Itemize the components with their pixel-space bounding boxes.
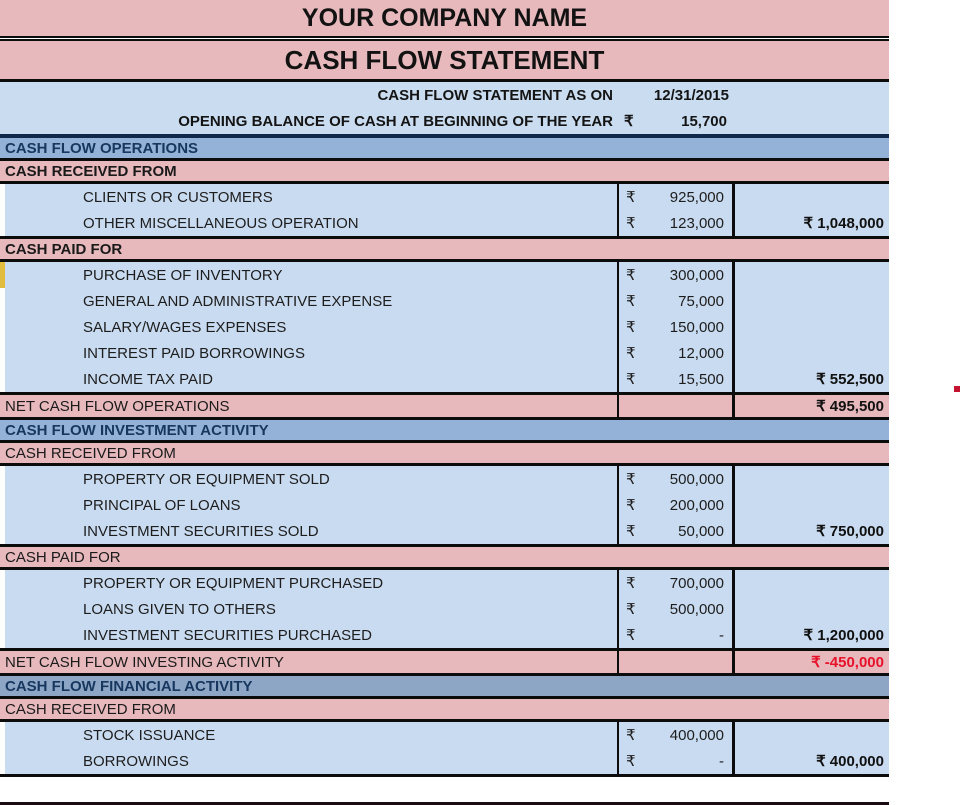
net-total-cell[interactable] — [735, 651, 889, 673]
line-item-amount: 12,000 — [678, 344, 724, 362]
net-total-value: ₹ -450,000 — [811, 654, 884, 671]
section-header-label: CASH FLOW FINANCIAL ACTIVITY — [5, 677, 253, 695]
line-item-amount: 400,000 — [669, 726, 724, 744]
line-item-row — [0, 570, 889, 596]
line-item-row — [0, 748, 889, 774]
opening-balance-label[interactable]: OPENING BALANCE OF CASH AT BEGINNING OF THE YEAR — [178, 112, 613, 130]
line-item-amount-cell[interactable] — [617, 466, 735, 492]
line-item-total-cell[interactable] — [735, 722, 889, 748]
line-item-total-cell[interactable] — [735, 288, 889, 314]
line-item-amount-cell[interactable] — [617, 314, 735, 340]
line-item-amount-cell[interactable] — [617, 366, 735, 392]
rupee-symbol: ₹ — [626, 267, 636, 284]
line-item-amount: 700,000 — [669, 574, 724, 592]
rupee-symbol: ₹ — [626, 345, 636, 362]
line-item-amount: - — [719, 752, 724, 770]
line-item-amount-cell[interactable] — [617, 722, 735, 748]
as-on-label[interactable]: CASH FLOW STATEMENT AS ON — [377, 86, 613, 104]
line-item-amount: 123,000 — [669, 214, 724, 232]
section-header-cell[interactable] — [0, 676, 889, 699]
line-item-amount-cell[interactable] — [617, 340, 735, 366]
line-item-amount: 50,000 — [678, 522, 724, 540]
line-item-total-cell[interactable] — [735, 518, 889, 544]
line-item-row — [0, 518, 889, 544]
line-item-amount-cell[interactable] — [617, 518, 735, 544]
rupee-symbol: ₹ — [626, 189, 636, 206]
line-item-row — [0, 622, 889, 648]
line-item-amount-cell[interactable] — [617, 210, 735, 236]
net-amount-cell[interactable] — [617, 651, 735, 673]
line-item-total-cell[interactable] — [735, 748, 889, 774]
line-item-amount-cell[interactable] — [617, 748, 735, 774]
net-amount-cell[interactable] — [617, 395, 735, 417]
opening-balance-cell[interactable] — [617, 112, 735, 130]
line-item-label[interactable]: PROPERTY OR EQUIPMENT SOLD — [83, 470, 330, 488]
line-item-row — [0, 210, 889, 236]
line-item-group — [0, 722, 889, 777]
rupee-symbol: ₹ — [626, 727, 636, 744]
company-name: YOUR COMPANY NAME — [301, 3, 588, 32]
line-item-amount: 150,000 — [669, 318, 724, 336]
rupee-symbol: ₹ — [626, 215, 636, 232]
line-item-amount: 200,000 — [669, 496, 724, 514]
line-item-row — [0, 492, 889, 518]
line-item-total-cell[interactable] — [735, 366, 889, 392]
line-item-amount-cell[interactable] — [617, 288, 735, 314]
section-header-cell[interactable] — [0, 420, 889, 443]
line-item-total-cell[interactable] — [735, 262, 889, 288]
line-item-label[interactable]: INVESTMENT SECURITIES SOLD — [83, 522, 319, 540]
subsection-header-label: CASH PAID FOR — [5, 548, 121, 566]
net-total-cell[interactable] — [735, 395, 889, 417]
net-total-label[interactable]: NET CASH FLOW OPERATIONS — [5, 397, 230, 415]
line-item-row — [0, 184, 889, 210]
line-item-amount: - — [719, 626, 724, 644]
line-item-row — [0, 262, 889, 288]
line-item-total: ₹ 750,000 — [816, 523, 884, 540]
line-item-amount: 75,000 — [678, 292, 724, 310]
rupee-symbol: ₹ — [626, 293, 636, 310]
line-item-total: ₹ 1,200,000 — [803, 627, 884, 644]
line-item-row — [0, 466, 889, 492]
rupee-symbol: ₹ — [626, 497, 636, 514]
line-item-total-cell[interactable] — [735, 314, 889, 340]
line-item-label[interactable]: CLIENTS OR CUSTOMERS — [83, 188, 273, 206]
line-item-amount-cell[interactable] — [617, 492, 735, 518]
line-item-total-cell[interactable] — [735, 596, 889, 622]
section-header-label: CASH FLOW INVESTMENT ACTIVITY — [5, 421, 269, 439]
line-item-label[interactable]: OTHER MISCELLANEOUS OPERATION — [83, 214, 359, 232]
subsection-header-cell[interactable] — [0, 443, 889, 466]
line-item-total-cell[interactable] — [735, 466, 889, 492]
line-item-amount-cell[interactable] — [617, 570, 735, 596]
line-item-label[interactable]: GENERAL AND ADMINISTRATIVE EXPENSE — [83, 292, 393, 310]
net-total-row — [0, 395, 889, 420]
line-item-row — [0, 366, 889, 392]
line-item-label[interactable]: LOANS GIVEN TO OTHERS — [83, 600, 276, 618]
rupee-symbol: ₹ — [626, 601, 636, 618]
line-item-label[interactable]: INTEREST PAID BORROWINGS — [83, 344, 305, 362]
statement-title-cell[interactable] — [0, 39, 889, 82]
as-on-date: 12/31/2015 — [653, 86, 729, 104]
subsection-header-cell[interactable] — [0, 699, 889, 722]
line-item-total-cell[interactable] — [735, 210, 889, 236]
line-item-total-cell[interactable] — [735, 492, 889, 518]
red-dot-artifact — [954, 386, 960, 392]
subsection-header-label: CASH PAID FOR — [5, 240, 123, 258]
line-item-amount: 15,500 — [678, 370, 724, 388]
line-item-label[interactable]: SALARY/WAGES EXPENSES — [83, 318, 287, 336]
line-item-total-cell[interactable] — [735, 622, 889, 648]
line-item-group — [0, 466, 889, 547]
line-item-amount-cell[interactable] — [617, 622, 735, 648]
opening-balance-row — [0, 108, 889, 134]
rupee-symbol: ₹ — [626, 471, 636, 488]
line-item-label[interactable]: PROPERTY OR EQUIPMENT PURCHASED — [83, 574, 384, 592]
rupee-symbol: ₹ — [624, 113, 634, 130]
subsection-header-cell[interactable] — [0, 239, 889, 262]
line-item-group — [0, 570, 889, 651]
line-item-label[interactable]: INCOME TAX PAID — [83, 370, 214, 388]
line-item-row — [0, 288, 889, 314]
line-item-total: ₹ 552,500 — [816, 371, 884, 388]
line-item-total-cell[interactable] — [735, 570, 889, 596]
line-item-total-cell[interactable] — [735, 340, 889, 366]
line-item-total-cell[interactable] — [735, 184, 889, 210]
rupee-symbol: ₹ — [626, 627, 636, 644]
company-name-cell[interactable] — [0, 0, 889, 38]
rupee-symbol: ₹ — [626, 523, 636, 540]
line-item-group — [0, 262, 889, 395]
net-total-row — [0, 651, 889, 676]
line-item-label[interactable]: STOCK ISSUANCE — [83, 726, 216, 744]
line-item-row — [0, 722, 889, 748]
net-total-value: ₹ 495,500 — [816, 398, 884, 415]
line-item-label[interactable]: PURCHASE OF INVENTORY — [83, 266, 283, 284]
as-on-row — [0, 82, 889, 108]
subsection-header-label: CASH RECEIVED FROM — [5, 162, 177, 180]
line-item-amount-cell[interactable] — [617, 596, 735, 622]
line-item-amount: 500,000 — [669, 600, 724, 618]
line-item-amount: 500,000 — [669, 470, 724, 488]
line-item-row — [0, 596, 889, 622]
line-item-total: ₹ 1,048,000 — [803, 215, 884, 232]
subsection-header-label: CASH RECEIVED FROM — [5, 444, 176, 462]
rupee-symbol: ₹ — [626, 575, 636, 592]
line-item-label[interactable]: INVESTMENT SECURITIES PURCHASED — [83, 626, 372, 644]
line-item-row — [0, 314, 889, 340]
as-on-date-cell[interactable] — [617, 87, 735, 104]
opening-balance-value: 15,700 — [681, 112, 727, 130]
subsection-header-label: CASH RECEIVED FROM — [5, 700, 176, 718]
line-item-amount: 300,000 — [669, 266, 724, 284]
section-header-cell[interactable] — [0, 138, 889, 161]
line-item-amount: 925,000 — [669, 188, 724, 206]
statement-title: CASH FLOW STATEMENT — [284, 44, 605, 75]
line-item-amount-cell[interactable] — [617, 262, 735, 288]
section-header-label: CASH FLOW OPERATIONS — [5, 139, 199, 157]
line-item-label[interactable]: BORROWINGS — [83, 752, 189, 770]
rupee-symbol: ₹ — [626, 319, 636, 336]
rupee-symbol: ₹ — [626, 371, 636, 388]
rupee-symbol: ₹ — [626, 753, 636, 770]
subsection-header-cell[interactable] — [0, 547, 889, 570]
line-item-row — [0, 340, 889, 366]
net-total-label[interactable]: NET CASH FLOW INVESTING ACTIVITY — [5, 653, 284, 671]
line-item-group — [0, 184, 889, 239]
subsection-header-cell[interactable] — [0, 161, 889, 184]
statement-sections — [0, 138, 889, 777]
line-item-label[interactable]: PRINCIPAL OF LOANS — [83, 496, 241, 514]
line-item-amount-cell[interactable] — [617, 184, 735, 210]
line-item-total: ₹ 400,000 — [816, 753, 884, 770]
